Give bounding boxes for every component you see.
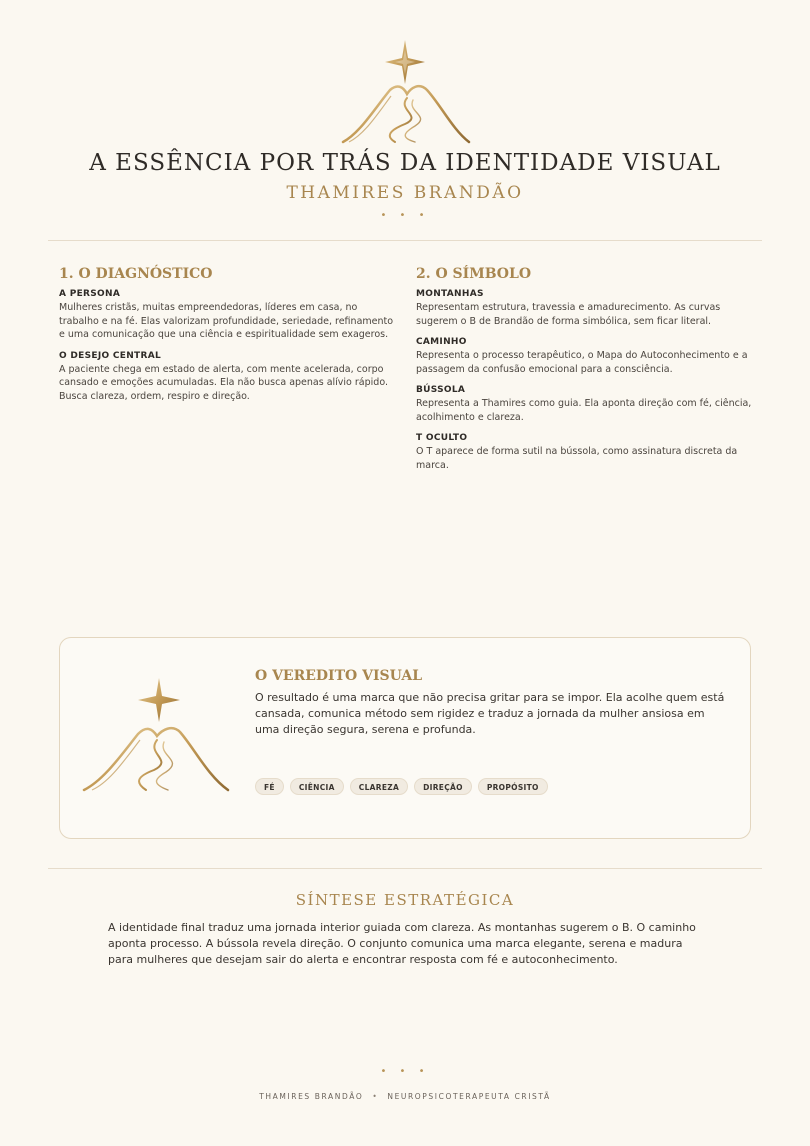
item-label: MONTANHAS xyxy=(416,289,484,299)
item-label: O DESEJO CENTRAL xyxy=(59,350,162,361)
simbolo-section xyxy=(416,266,756,481)
item-text: Representam estrutura, travessia e amadurecimento. As curvas sugerem o B de Brandão de forma simbólica, sem ficar literal. xyxy=(416,302,721,327)
brand-logo-icon xyxy=(335,38,475,148)
divider xyxy=(48,240,762,241)
item-label: CAMINHO xyxy=(416,337,467,347)
diagnostico-section xyxy=(59,266,399,412)
decorative-dots: • • • xyxy=(380,1066,430,1077)
item-label: A PERSONA xyxy=(59,289,121,299)
verdict-card xyxy=(59,637,751,839)
tag: CLAREZA xyxy=(350,778,408,795)
footer xyxy=(0,1092,810,1101)
page-subtitle: THAMIRES BRANDÃO xyxy=(286,183,524,203)
footer-separator: • xyxy=(372,1092,379,1101)
verdict-text: O resultado é uma marca que não precisa gritar para se impor. Ela acolhe quem está cansada, comunica método sem rigidez e traduz a jornada da mulher ansiosa em uma direção segura, serena e profunda. xyxy=(255,691,725,736)
item-label: T OCULTO xyxy=(416,433,468,443)
item-text: Representa o processo terapêutico, o Mapa do Autoconhecimento e a passagem da confusão emocional para a consciência. xyxy=(416,350,748,375)
synthesis-text: A identidade final traduz uma jornada interior guiada com clareza. As montanhas sugerem o B. O caminho aponta processo. A bússola revela direção. O conjunto comunica uma marca elegante, serena e madura para mulheres que desejam sair do alerta e encontrar resposta com fé e autoconhecimento. xyxy=(108,921,696,966)
tag: PROPÓSITO xyxy=(478,778,548,795)
tag: CIÊNCIA xyxy=(290,778,344,795)
footer-role: NEUROPSICOTERAPEUTA CRISTÃ xyxy=(387,1092,551,1101)
footer-name: THAMIRES BRANDÃO xyxy=(259,1092,364,1101)
tag-list xyxy=(255,778,548,795)
synthesis-title: SÍNTESE ESTRATÉGICA xyxy=(295,891,515,909)
item-label: BÚSSOLA xyxy=(416,385,466,395)
item-text: Mulheres cristãs, muitas empreendedoras, líderes em casa, no trabalho e na fé. Elas valorizam profundidade, seriedade, refinamento e uma comunicação que una ciência e espiritualidade sem exageros. xyxy=(59,302,394,340)
page-title: A ESSÊNCIA POR TRÁS DA IDENTIDADE VISUAL xyxy=(89,150,721,176)
item-text: Representa a Thamires como guia. Ela aponta direção com fé, ciência, acolhimento e clareza. xyxy=(416,398,752,423)
brand-logo-icon xyxy=(82,676,232,796)
verdict-title: O VEREDITO VISUAL xyxy=(255,668,423,684)
divider xyxy=(48,868,762,869)
tag: DIREÇÃO xyxy=(414,778,472,795)
item-text: O T aparece de forma sutil na bússola, como assinatura discreta da marca. xyxy=(416,446,738,471)
section-title: 2. O SÍMBOLO xyxy=(416,266,532,282)
decorative-dots: • • • xyxy=(380,210,430,221)
tag: FÉ xyxy=(255,778,284,795)
item-text: A paciente chega em estado de alerta, com mente acelerada, corpo cansado e emoções acumuladas. Ela não busca apenas alívio rápido. Busca clareza, ordem, respiro e direção. xyxy=(59,363,388,402)
section-title: 1. O DIAGNÓSTICO xyxy=(59,266,213,282)
